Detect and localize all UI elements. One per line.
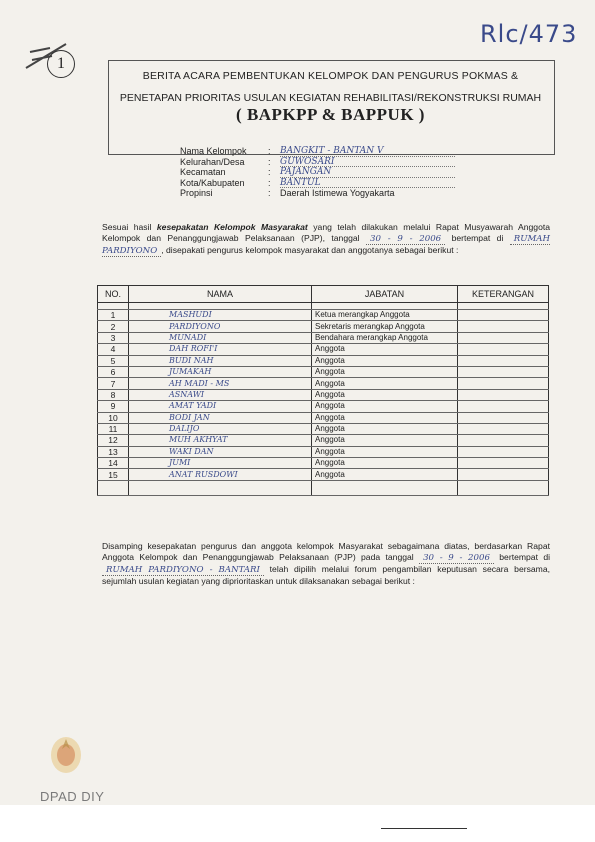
table-row: [98, 401, 549, 412]
page-marker: 1: [47, 50, 75, 78]
cell-jabatan: Anggota: [312, 344, 458, 355]
info-value: BANTUL: [280, 178, 455, 189]
cell-jabatan: Anggota: [312, 458, 458, 469]
info-row-regency: Kota/Kabupaten : BANTUL: [180, 178, 455, 189]
header-title-line1: BERITA ACARA PEMBENTUKAN KELOMPOK DAN PENGURUS POKMAS &: [142, 70, 519, 82]
table-row: [98, 321, 549, 332]
cell-jabatan: Anggota: [312, 423, 458, 434]
cell-nama: ANAT RUSDOWI: [129, 469, 312, 480]
header-title-acronym: ( BAPKPP & BAPPUK ): [236, 105, 425, 124]
meeting-place: RUMAH PARDIYONO: [102, 234, 550, 256]
cell-no: 12: [98, 435, 129, 446]
members-table: [97, 285, 549, 496]
paragraph-text: bertempat di: [451, 233, 504, 243]
cell-jabatan: Ketua merangkap Anggota: [312, 310, 458, 321]
col-header-nama: NAMA: [129, 286, 312, 303]
info-value: BANGKIT - BANTAN V: [280, 146, 455, 157]
info-value: GUWOSARI: [280, 157, 455, 168]
table-row: [98, 332, 549, 343]
cell-keterangan: [458, 355, 549, 366]
paragraph-text: telah dipilih melalui forum pengambilan keputusan secara bersama, sejumlah usulan kegiatan yang diprioritaskan untuk dilaksanakan sebagai berikut :: [102, 564, 550, 586]
cell-no: 8: [98, 389, 129, 400]
emblem-seal-icon: [46, 733, 86, 779]
info-value: Daerah Istimewa Yogyakarta: [280, 188, 395, 198]
cell-keterangan: [458, 378, 549, 389]
table-row: [98, 378, 549, 389]
cell-nama: AH MADI - MS: [129, 378, 312, 389]
col-header-no: NO.: [98, 286, 129, 303]
cell-nama: ASNAWI: [129, 389, 312, 400]
cell-nama: BODI JAN: [129, 412, 312, 423]
table-row: [98, 412, 549, 423]
table-row: [98, 423, 549, 434]
header-title-line2: PENETAPAN PRIORITAS USULAN KEGIATAN REHABILITASI/REKONSTRUKSI RUMAH: [119, 92, 542, 104]
cell-no: 9: [98, 401, 129, 412]
cell-keterangan: [458, 389, 549, 400]
cell-nama: MUNADI: [129, 332, 312, 343]
paragraph-text: , disepakati pengurus kelompok masyarakat dan anggotanya sebagai berikut :: [161, 245, 459, 255]
table-row: [98, 469, 549, 480]
cell-no: 7: [98, 378, 129, 389]
cell-no: 15: [98, 469, 129, 480]
table-row: [98, 435, 549, 446]
cell-nama: MUH AKHYAT: [129, 435, 312, 446]
cell-nama: BUDI NAH: [129, 355, 312, 366]
table-row: [98, 458, 549, 469]
cell-no: 4: [98, 344, 129, 355]
table-spacer-row: [98, 303, 549, 310]
cell-jabatan: Anggota: [312, 378, 458, 389]
cell-no: 3: [98, 332, 129, 343]
table-row: [98, 389, 549, 400]
cell-jabatan: Anggota: [312, 355, 458, 366]
cell-jabatan: Sekretaris merangkap Anggota: [312, 321, 458, 332]
paragraph-text: bertempat di: [499, 552, 551, 562]
cell-keterangan: [458, 435, 549, 446]
cell-no: 2: [98, 321, 129, 332]
meeting-date: 30 - 9 - 2006: [366, 234, 445, 245]
cell-keterangan: [458, 423, 549, 434]
cell-keterangan: [458, 458, 549, 469]
group-info: [180, 146, 455, 199]
cell-jabatan: Anggota: [312, 412, 458, 423]
info-row-district: Kecamatan : PAJANGAN: [180, 167, 455, 178]
cell-nama: WAKI DAN: [129, 446, 312, 457]
col-header-keterangan: KETERANGAN: [458, 286, 549, 303]
table-tail-row: [98, 480, 549, 495]
info-label: Kota/Kabupaten: [180, 177, 245, 188]
cell-nama: JUMAKAH: [129, 366, 312, 377]
cell-no: 5: [98, 355, 129, 366]
cell-nama: DAH ROFI'I: [129, 344, 312, 355]
cell-keterangan: [458, 344, 549, 355]
cell-nama: PARDIYONO: [129, 321, 312, 332]
table-row: [98, 446, 549, 457]
cell-no: 14: [98, 458, 129, 469]
archive-number: Rlc/473: [480, 20, 578, 48]
paragraph-text: yang telah dilakukan melalui Rapat Musyawarah Anggota Kelompok dan Penanggungjawab Pelaksanaan (PJP), tanggal: [102, 222, 551, 243]
cell-no: 6: [98, 366, 129, 377]
cell-jabatan: Anggota: [312, 401, 458, 412]
paragraph-text: Sesuai hasil: [102, 222, 152, 232]
agreement-paragraph: [102, 222, 550, 257]
cell-keterangan: [458, 321, 549, 332]
cell-jabatan: Anggota: [312, 469, 458, 480]
cell-keterangan: [458, 310, 549, 321]
cell-nama: AMAT YADI: [129, 401, 312, 412]
cell-jabatan: Bendahara merangkap Anggota: [312, 332, 458, 343]
cell-keterangan: [458, 412, 549, 423]
info-label: Propinsi: [180, 188, 213, 198]
cell-nama: JUMI: [129, 458, 312, 469]
cell-jabatan: Anggota: [312, 389, 458, 400]
cell-keterangan: [458, 401, 549, 412]
cell-keterangan: [458, 469, 549, 480]
footer-rule: [381, 828, 467, 829]
cell-keterangan: [458, 332, 549, 343]
info-value: PAJANGAN: [280, 167, 455, 178]
cell-nama: MASHUDI: [129, 310, 312, 321]
cell-no: 1: [98, 310, 129, 321]
cell-jabatan: Anggota: [312, 366, 458, 377]
info-label: Nama Kelompok: [180, 146, 247, 156]
cell-keterangan: [458, 366, 549, 377]
cell-jabatan: Anggota: [312, 435, 458, 446]
table-row: [98, 344, 549, 355]
table-row: [98, 355, 549, 366]
paragraph-emphasis: kesepakatan Kelompok Masyarakat: [156, 222, 308, 232]
watermark-text: DPAD DIY: [40, 789, 105, 804]
info-label: Kelurahan/Desa: [180, 156, 245, 167]
cell-nama: DALIJO: [129, 423, 312, 434]
cell-no: 11: [98, 423, 129, 434]
cell-keterangan: [458, 446, 549, 457]
info-row-group: Nama Kelompok : BANGKIT - BANTAN V: [180, 146, 455, 157]
info-label: Kecamatan: [180, 167, 226, 177]
priority-paragraph: [102, 541, 550, 587]
table-row: [98, 366, 549, 377]
info-row-village: Kelurahan/Desa : GUWOSARI: [180, 157, 455, 168]
cell-no: 10: [98, 412, 129, 423]
paragraph-text: Disamping kesepakatan pengurus dan anggota kelompok Masyarakat sebagaimana diatas, berdasarkan Rapat Anggota Kelompok dan Penanggungjawab Pelaksanaan (PJP) pada tanggal: [102, 541, 550, 562]
meeting-date: 30 - 9 - 2006: [419, 553, 494, 564]
col-header-jabatan: JABATAN: [312, 286, 458, 303]
cell-jabatan: Anggota: [312, 446, 458, 457]
table-header-row: [98, 286, 549, 303]
meeting-place: RUMAH PARDIYONO - BANTARI: [102, 565, 264, 576]
info-row-province: Propinsi : Daerah Istimewa Yogyakarta: [180, 188, 455, 199]
cell-no: 13: [98, 446, 129, 457]
table-row: [98, 310, 549, 321]
